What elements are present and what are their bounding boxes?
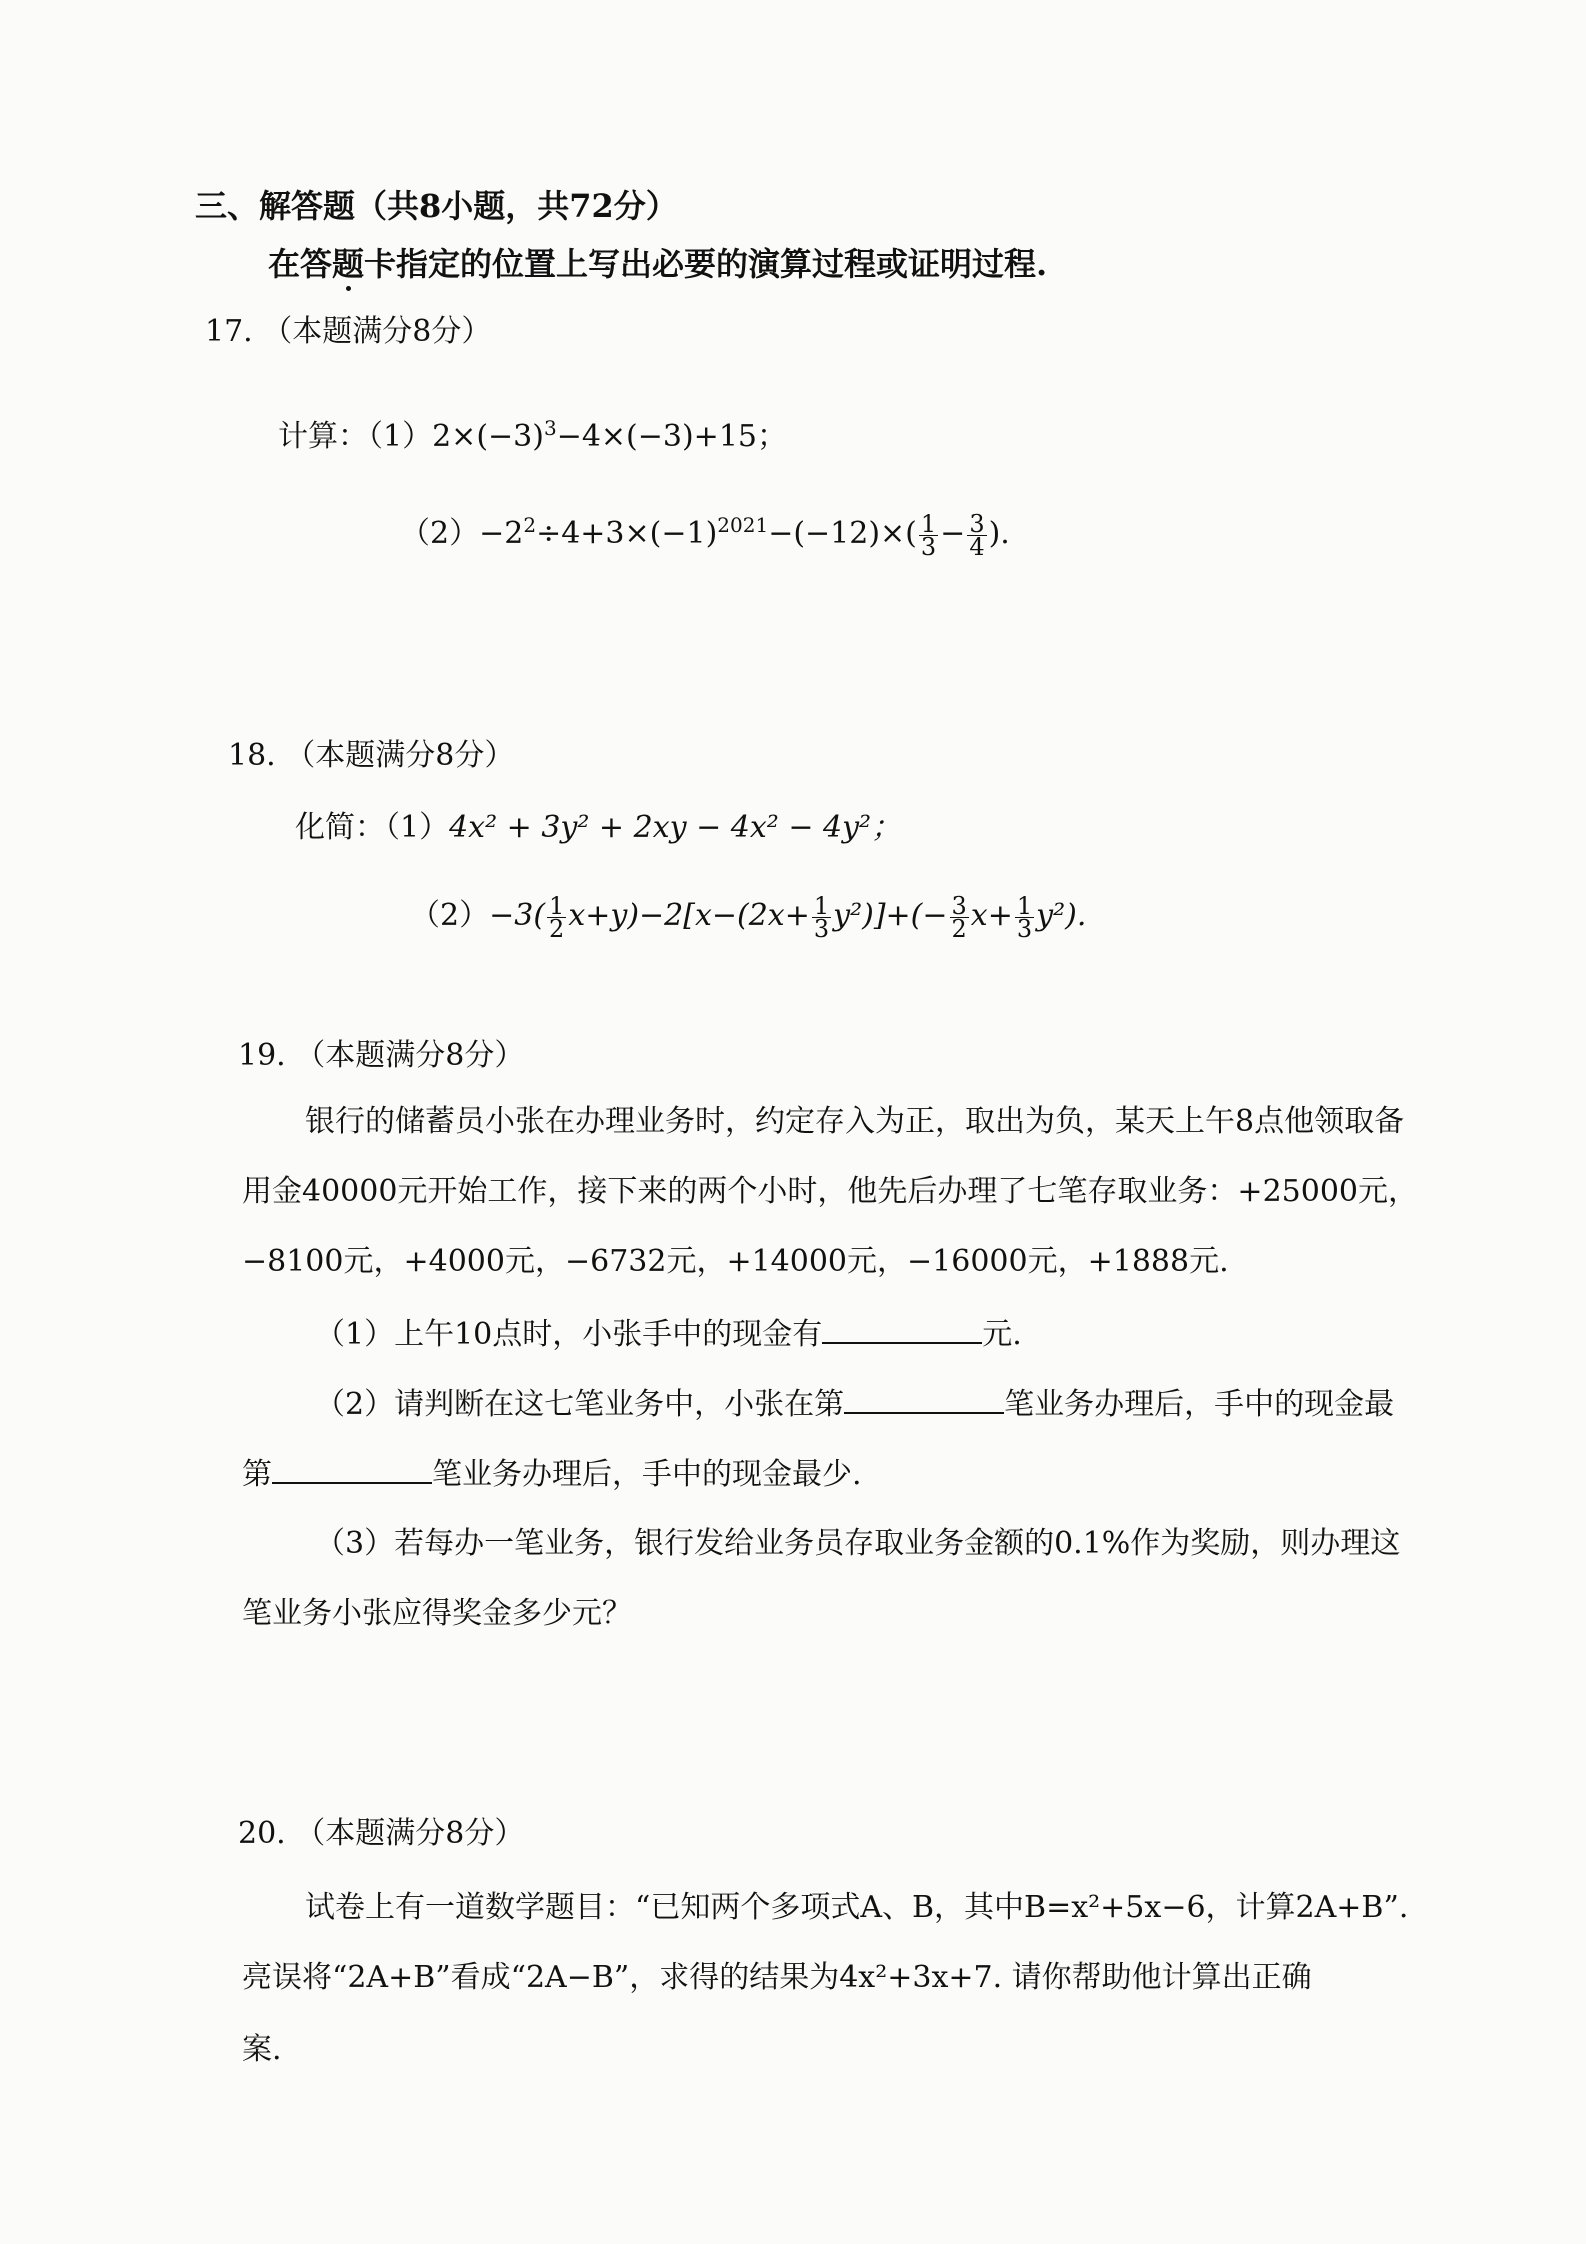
instruction-rest: 指定的位置上写出必要的演算过程或证明过程. (396, 245, 1048, 283)
section-heading: 三、解答题（共8小题，共72分） (195, 187, 678, 225)
q19-sub1-text: （1）上午10点时，小张手中的现金有 (315, 1317, 823, 1352)
q17-part2 (400, 500, 1010, 559)
q18-fraction-4: $\frac{1}{3}$ (1016, 891, 1033, 943)
q20-line3: 案. (242, 2032, 282, 2067)
q17-label: 计算： (278, 419, 368, 454)
instruction-emph: 答题卡 (300, 245, 397, 283)
q17-p1-rest: −4×(−3)+15； (556, 419, 787, 454)
q19-sub1 (315, 1314, 1022, 1355)
q17-part1 (278, 408, 787, 457)
q18-p2-e: y²). (1036, 898, 1087, 933)
q19-sub2-text-4: 笔业务办理后，手中的现金最少. (432, 1457, 862, 1492)
q19-sub2 (315, 1384, 1522, 1425)
q18-part2 (410, 890, 1086, 942)
q17-p2-b-exp: 2021 (717, 513, 769, 537)
q17-header: 17. （本题满分8分） (205, 314, 492, 349)
instruction-prefix: 在 (268, 245, 301, 283)
answer-blank-2[interactable] (844, 1384, 1004, 1414)
q19-sub3: （3）若每办一笔业务，银行发给业务员存取业务金额的0.1%作为奖励，则办理这 (315, 1526, 1401, 1561)
q19-header: 19. （本题满分8分） (238, 1038, 525, 1073)
section-instruction (268, 244, 1047, 284)
q18-p2-b: x+y)−2[x−(2x+ (568, 898, 810, 933)
q18-fraction-1: $\frac{1}{2}$ (549, 891, 565, 943)
q18-p2-c: y²)]+(− (833, 898, 948, 933)
q17-fraction-1: $\frac{1}{3}$ (920, 509, 937, 561)
q17-fraction-2: $\frac{3}{4}$ (969, 509, 985, 561)
q18-fraction-2: $\frac{1}{3}$ (813, 891, 830, 943)
q18-p1-label: （1） (385, 810, 450, 845)
q17-p2-b: ÷4+3×(−1) (536, 516, 718, 551)
q20-line1: 试卷上有一道数学题目：“已知两个多项式A、B，其中B=x²+5x−6，计算2A+B”. (305, 1890, 1409, 1925)
q17-p2-c: −(−12)×( (768, 516, 917, 551)
q18-p2-a: −3( (489, 898, 546, 933)
q19-line2: 用金40000元开始工作，接下来的两个小时，他先后办理了七笔存取业务：+25000元， (242, 1174, 1419, 1209)
q17-p1-exp: 3 (543, 416, 557, 440)
q20-line2: 亮误将“2A+B”看成“2A−B”，求得的结果为4x²+3x+7. 请你帮助他计算出正确 (242, 1960, 1312, 1995)
q18-p1-expr: 4x² + 3y² + 2xy − 4x² − 4y²； (449, 810, 902, 845)
q18-fraction-3: $\frac{3}{2}$ (951, 891, 967, 943)
answer-blank-1[interactable] (822, 1314, 982, 1344)
q19-sub2-text-3: 第 (242, 1457, 272, 1492)
q18-label: 化简： (295, 810, 385, 845)
q19-sub2-cont (242, 1454, 862, 1495)
q18-header: 18. （本题满分8分） (228, 738, 515, 773)
q18-p2-label: （2） (410, 898, 490, 933)
q19-line1: 银行的储蓄员小张在办理业务时，约定存入为正，取出为负，某天上午8点他领取备 (305, 1104, 1405, 1139)
q19-sub3-cont: 笔业务小张应得奖金多少元？ (242, 1596, 632, 1631)
q19-line3: −8100元，+4000元，−6732元，+14000元，−16000元，+1888元. (242, 1244, 1229, 1279)
answer-blank-3[interactable] (272, 1454, 432, 1484)
q19-sub2-text-2: 笔业务办理后，手中的现金最 (1004, 1387, 1395, 1422)
q17-p1-label: （1） (368, 419, 433, 454)
q18-part1 (295, 808, 901, 848)
q19-sub1-unit: 元. (982, 1317, 1022, 1352)
q18-p2-d: x+ (970, 898, 1013, 933)
q17-p2-label: （2） (400, 516, 480, 551)
q20-header: 20. （本题满分8分） (238, 1816, 525, 1851)
q17-p1-expr: 2×(−3) (432, 419, 544, 454)
q17-p2-minus: − (940, 516, 966, 551)
q17-p2-a-exp: 2 (523, 513, 537, 537)
q19-sub2-text: （2）请判断在这七笔业务中，小张在第 (315, 1387, 845, 1422)
q17-p2-end: ). (988, 516, 1010, 551)
q17-p2-a: −2 (479, 516, 524, 551)
